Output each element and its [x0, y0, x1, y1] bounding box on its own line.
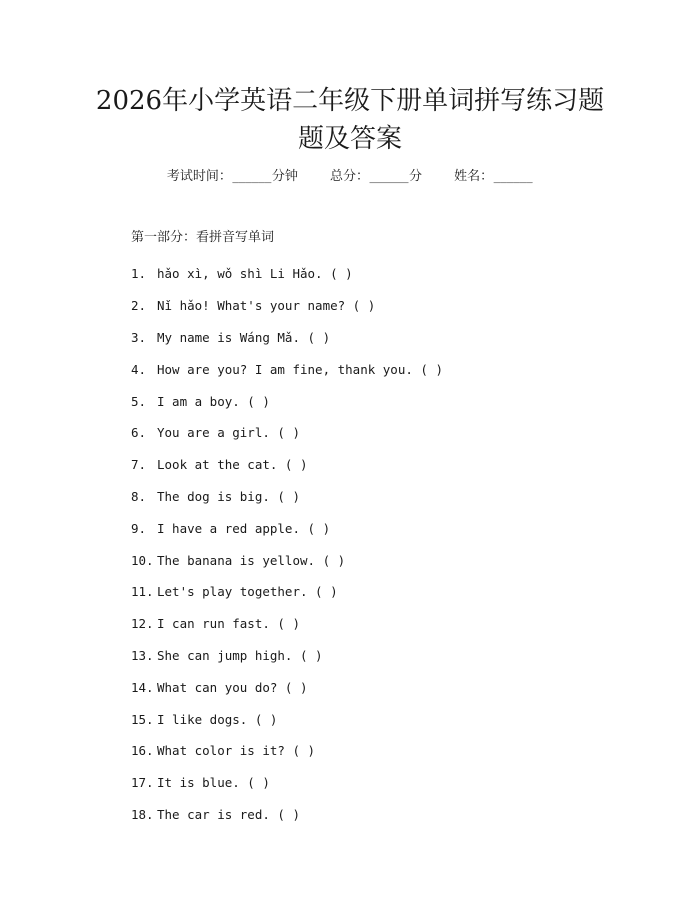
question-item: [131, 290, 601, 322]
question-number: 14.: [131, 679, 154, 695]
student-name-blank: ______: [493, 169, 533, 184]
question-number: 3.: [131, 329, 147, 345]
question-number: 13.: [131, 647, 154, 663]
question-text: She can jump high. ( ): [157, 647, 323, 663]
question-text: The dog is big. ( ): [157, 488, 300, 504]
question-item: [131, 735, 601, 767]
question-text: I can run fast. ( ): [157, 616, 300, 632]
question-item: [131, 512, 601, 544]
question-text: It is blue. ( ): [157, 775, 270, 791]
question-item: [131, 417, 601, 449]
question-text: Look at the cat. ( ): [157, 457, 308, 473]
question-text: The banana is yellow. ( ): [157, 552, 346, 568]
question-text: The car is red. ( ): [157, 806, 300, 822]
document-title: [60, 82, 640, 158]
total-score-label: 总分：: [329, 169, 369, 184]
question-text: Nǐ hǎo! What's your name? ( ): [157, 298, 376, 314]
question-number: 17.: [131, 775, 154, 791]
student-name-field: [454, 168, 533, 186]
question-item: [131, 799, 601, 831]
question-text: What can you do? ( ): [157, 679, 308, 695]
exam-time-blank: ______: [232, 169, 272, 184]
question-text: I have a red apple. ( ): [157, 520, 331, 536]
question-item: [131, 322, 601, 354]
question-number: 10.: [131, 552, 154, 568]
question-number: 18.: [131, 806, 154, 822]
question-item: [131, 576, 601, 608]
total-score-unit: 分: [409, 169, 423, 184]
question-number: 16.: [131, 743, 154, 759]
question-text: How are you? I am fine, thank you. ( ): [157, 361, 443, 377]
total-score-blank: ______: [369, 169, 409, 184]
question-text: My name is Wáng Mǎ. ( ): [157, 329, 331, 345]
exam-time-field: [167, 168, 298, 186]
question-item: [131, 608, 601, 640]
question-item: [131, 481, 601, 513]
question-item: [131, 353, 601, 385]
question-item: [131, 544, 601, 576]
question-item: [131, 640, 601, 672]
question-item: [131, 703, 601, 735]
title-line-1: 2026年小学英语二年级下册单词拼写练习题: [95, 86, 605, 116]
question-text: You are a girl. ( ): [157, 425, 300, 441]
question-number: 11.: [131, 584, 154, 600]
question-number: 8.: [131, 488, 147, 504]
question-number: 9.: [131, 520, 147, 536]
exam-time-unit: 分钟: [271, 169, 298, 184]
question-text: I like dogs. ( ): [157, 711, 278, 727]
question-item: [131, 767, 601, 799]
question-number: 5.: [131, 393, 147, 409]
question-list: [131, 258, 601, 830]
question-number: 7.: [131, 457, 147, 473]
section-1-title: 第一部分：看拼音写单词: [131, 230, 275, 245]
question-text: Let's play together. ( ): [157, 584, 338, 600]
exam-info: [0, 168, 700, 186]
exam-time-label: 考试时间：: [166, 169, 232, 184]
question-number: 6.: [131, 425, 147, 441]
question-item: [131, 671, 601, 703]
question-number: 4.: [131, 361, 147, 377]
question-number: 1.: [131, 266, 147, 282]
question-number: 2.: [131, 298, 147, 314]
title-line-2: 题及答案: [297, 124, 402, 154]
question-item: [131, 449, 601, 481]
question-item: [131, 385, 601, 417]
student-name-label: 姓名：: [454, 169, 494, 184]
question-number: 12.: [131, 616, 154, 632]
question-number: 15.: [131, 711, 154, 727]
question-item: [131, 258, 601, 290]
question-text: I am a boy. ( ): [157, 393, 270, 409]
question-text: What color is it? ( ): [157, 743, 316, 759]
total-score-field: [330, 168, 422, 186]
question-text: hǎo xì, wǒ shì Li Hǎo. ( ): [157, 266, 353, 282]
